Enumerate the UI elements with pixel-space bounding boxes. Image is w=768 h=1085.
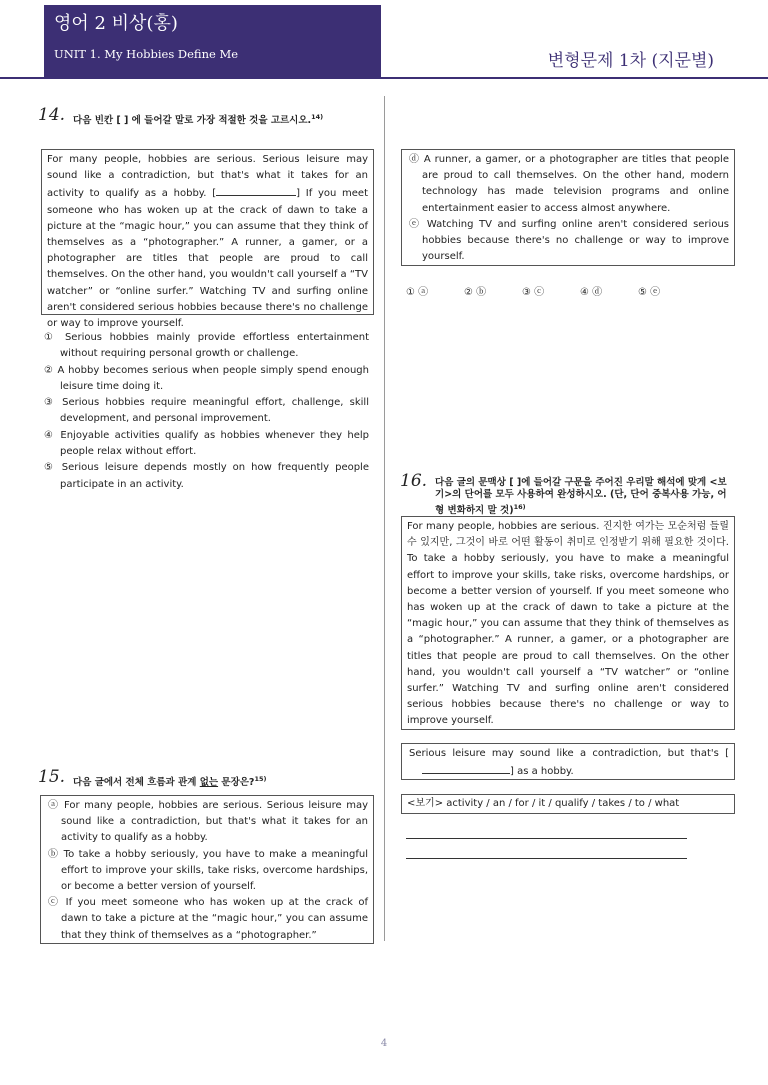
q15-footnote: 15) xyxy=(254,775,267,783)
q14-prompt: 다음 빈칸 [ ] 에 들어갈 말로 가장 적절한 것을 고르시오.$^{14)}$ xyxy=(73,113,324,127)
q16-answer-line-2[interactable] xyxy=(406,858,687,859)
q16-passage: For many people, hobbies are serious. 진지한 여가는 모순처럼 들릴 수 있지만, 그것이 바로 어떤 활동이 취미로 인정받기 위해 필요한 것이다. To take a hobby seriously, you have to make a meaningful effort to improve your skills, take risks, overcome hardships, or become a better version of yourself. If you meet someone who has woken up at the crack of dawn to take a picture at the “magic hour,” you can assume that they think of themselves as a “photographer.” A runner, a gamer, or a photographer are titles that people are proud to call themselves. On the other hand, you wouldn't call yourself a “TV watcher” or “online surfer.” Watching TV and surfing online aren't considered serious hobbies because there's no challenge or way to improve yourself. xyxy=(401,516,735,730)
q16-prompt: 다음 글의 문맥상 [ ]에 들어갈 구문을 주어진 우리말 해석에 맞게 <보기>의 단어를 모두 사용하여 완성하시오. (단, 단어 중복사용 가능, 어형 변화하지 말 것)$^{16)}$ xyxy=(435,477,727,517)
q14-option-4[interactable]: ④ Enjoyable activities qualify as hobbies whenever they help people relax without effort. xyxy=(44,429,369,458)
q16-bogi-box: <보기> activity / an / for / it / qualify / takes / to / what xyxy=(401,794,735,814)
q15-sentence-e: ⓔ Watching TV and surfing online aren't considered serious hobbies because there's no challenge or way to improve yourself. xyxy=(409,218,729,263)
q16-footnote: 16) xyxy=(513,503,526,511)
q14-option-1[interactable]: ① Serious hobbies mainly provide effortless entertainment without requiring personal growth or challenge. xyxy=(44,332,369,360)
q15-choice-2[interactable]: ② ⓑ xyxy=(464,287,487,298)
q16-target-sentence: Serious leisure may sound like a contradiction, but that's [] as a hobby. xyxy=(401,743,735,780)
q14-blank xyxy=(216,184,296,196)
q15-choice-4[interactable]: ④ ⓓ xyxy=(580,287,603,298)
q16-blank xyxy=(422,762,510,774)
q15-prompt: 다음 글에서 전체 흐름과 관계 없는 문장은?$^{15)}$ xyxy=(73,775,267,789)
q15-sentence-b: ⓑ To take a hobby seriously, you have to make a meaningful effort to improve your skills, take risks, overcome hardships, or become a better version of yourself. xyxy=(48,848,368,893)
q16-number: 16. xyxy=(400,471,428,491)
q15-choice-1[interactable]: ① ⓐ xyxy=(406,287,429,298)
unit-title: UNIT 1. My Hobbies Define Me xyxy=(54,47,239,61)
q15-passage-part1 xyxy=(40,795,374,944)
q15-passage-part2 xyxy=(401,149,735,266)
worksheet-label: 변형문제 1차 (지문별) xyxy=(547,51,714,71)
q16-heading xyxy=(400,473,735,517)
q14-heading xyxy=(38,107,373,127)
column-divider xyxy=(384,96,385,941)
q14-footnote: 14) xyxy=(311,113,324,121)
q15-heading xyxy=(38,769,373,789)
q14-option-5[interactable]: ⑤ Serious leisure depends mostly on how frequently people participate in an activity. xyxy=(44,462,369,490)
q14-number: 14. xyxy=(38,105,66,125)
q15-sentence-d: ⓓ A runner, a gamer, or a photographer are titles that people are proud to call themselves. On the other hand, modern technology has made television programs and online entertainment easier to access almost anywhere. xyxy=(409,154,729,214)
q14-passage: For many people, hobbies are serious. Serious leisure may sound like a contradiction, but that's what it takes for an activity to qualify as a hobby. [ ] If you meet someone who has woken up at the crack of dawn to take a picture at the “magic hour,” you can assume that they think of themselves as a “photographer.” A runner, a gamer, or a photographer are titles that people are proud to call themselves. On the other hand, you wouldn't call yourself a “TV watcher” or “online surfer.” Watching TV and surfing online aren't considered serious hobbies because there's no challenge or way to improve yourself. xyxy=(41,149,374,315)
header-banner xyxy=(44,5,381,77)
q14-option-3[interactable]: ③ Serious hobbies require meaningful effort, challenge, skill development, and personal improvement. xyxy=(44,397,369,425)
q14-option-2[interactable]: ② A hobby becomes serious when people simply spend enough leisure time doing it. xyxy=(44,364,369,392)
document-title: 영어 2 비상(홍) xyxy=(54,13,178,34)
q16-answer-line-1[interactable] xyxy=(406,838,687,839)
q15-choices xyxy=(406,283,696,298)
q15-sentence-c: ⓒ If you meet someone who has woken up at the crack of dawn to take a picture at the “magic hour,” you can assume that they think of themselves as a “photographer.” xyxy=(48,897,368,941)
page-number: 4 xyxy=(380,1038,388,1049)
header-rule xyxy=(0,77,768,79)
q15-choice-5[interactable]: ⑤ ⓔ xyxy=(638,287,661,298)
q15-number: 15. xyxy=(38,767,66,787)
q15-sentence-a: ⓐ For many people, hobbies are serious. Serious leisure may sound like a contradiction, but that's what it takes for an activity to qualify as a hobby. xyxy=(48,800,368,844)
q14-options xyxy=(44,330,369,493)
q15-choice-3[interactable]: ③ ⓒ xyxy=(522,287,545,298)
